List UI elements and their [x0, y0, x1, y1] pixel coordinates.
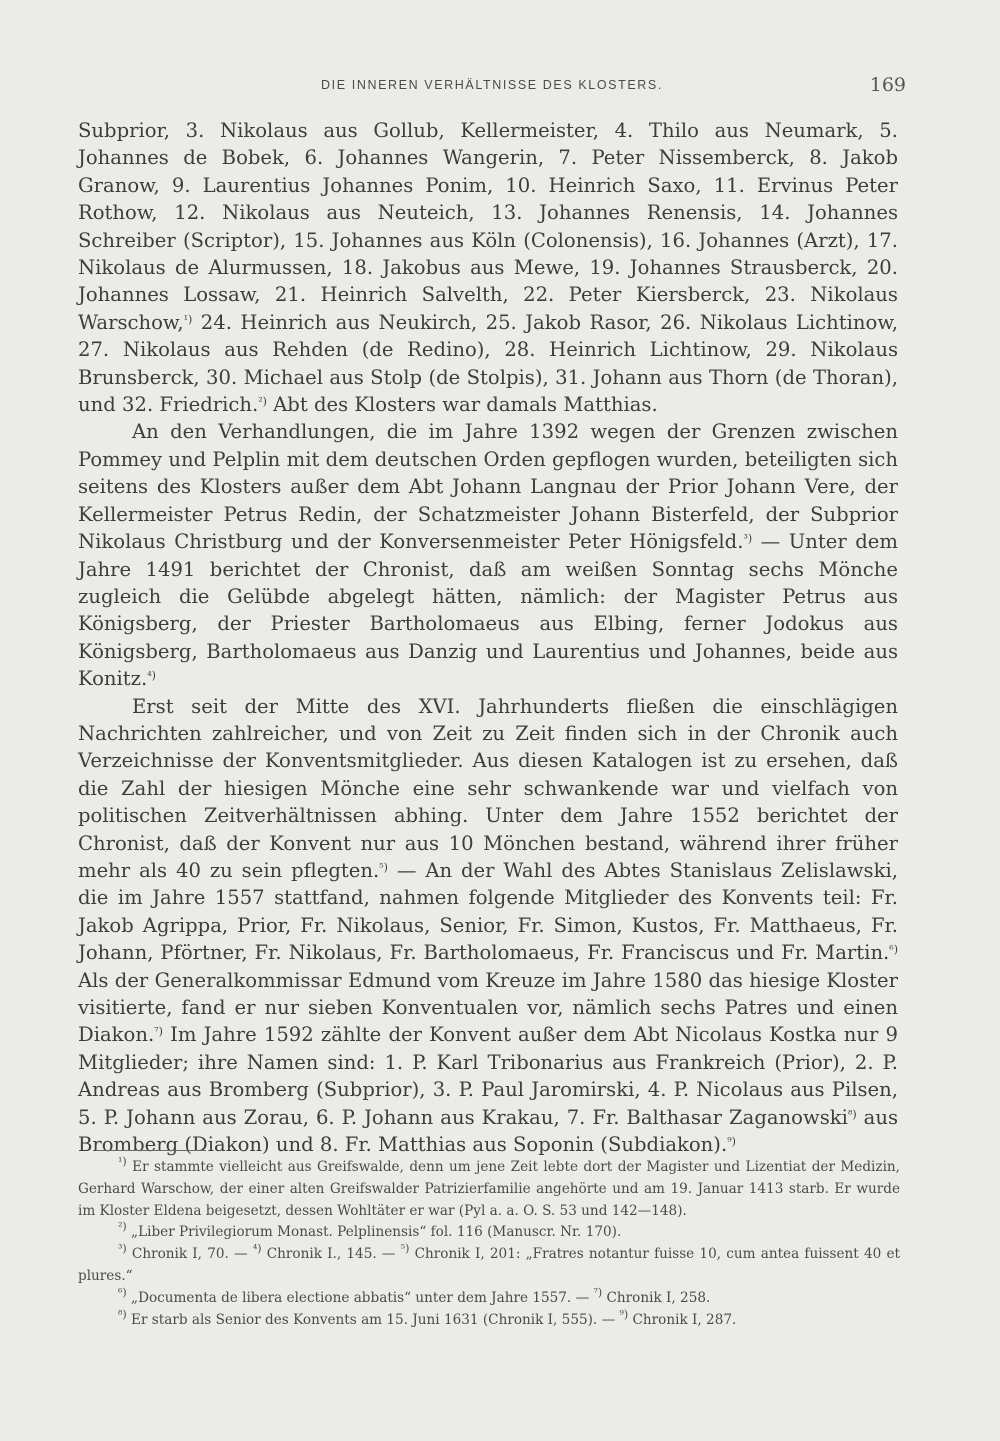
footnote-text: Chronik I, 258. [606, 1289, 711, 1306]
footnote-divider [96, 1150, 206, 1151]
footnote-marker: ³) [743, 532, 753, 546]
footnote-text: „Liber Privilegiorum Monast. Pelplinensis“ fol. 116 (Manuscr. Nr. 170). [131, 1224, 622, 1241]
footnote-text: Chronik I, 287. [632, 1311, 737, 1328]
footnote-marker: ⁶) [889, 943, 898, 957]
running-title: DIE INNEREN VERHÄLTNISSE DES KLOSTERS. [321, 78, 663, 92]
text-segment: Erst seit der Mitte des XVI. Jahrhunderts fließen die einschlägigen Nachrichten zahlreicher, und von Zeit zu Zeit finden sich in der Chronik auch Verzeichnisse der Konventsmitglieder. Aus diesen Katalogen ist zu ersehen, daß die Zahl der hiesigen Mönche eine sehr schwankende war und vielfach von politischen Zeitverhältnissen abhing. Unter dem Jahre 1552 berichtet der Chronist, daß der Konvent nur aus 10 Mönchen bestand, während ihrer früher mehr als 40 zu sein pflegten. [78, 694, 898, 882]
footnote-text: Chronik I., 145. — [266, 1246, 396, 1263]
page-header [78, 72, 906, 102]
page-number: 169 [869, 74, 906, 96]
footnote-text: Chronik I, 201: „Fratres notantur fuisse 10, cum antea fuissent 40 et plures.“ [78, 1246, 900, 1284]
footnote-marker: ⁷) [593, 1285, 603, 1299]
footnotes [78, 1157, 900, 1331]
footnote-text: Chronik I, 70. — [131, 1246, 248, 1263]
footnote-marker: ⁷) [154, 1025, 163, 1039]
footnote-marker: ²) [258, 395, 267, 409]
footnote-marker: ⁸) [118, 1307, 127, 1321]
footnote-marker: ⁵) [379, 860, 388, 874]
paragraph [78, 418, 898, 692]
footnote-text: Er stammte vielleicht aus Greifswalde, denn um jene Zeit lebte dort der Magister und Lizentiat der Medizin, Gerhard Warschow, der einer alten Greifswalder Patrizierfamilie angehörte und am 19. Januar 1413 starb. Er wurde im Kloster Eldena beigesetzt, dessen Wohltäter er war (Pyl a. a. O. S. 53 und 142—148). [78, 1159, 900, 1219]
text-segment: Subprior, 3. Nikolaus aus Gollub, Kellermeister, 4. Thilo aus Neumark, 5. Johannes de Bobek, 6. Johannes Wangerin, 7. Peter Nissemberck, 8. Jakob Granow, 9. Laurentius Johannes Ponim, 10. Heinrich Saxo, 11. Ervinus Peter Rothow, 12. Nikolaus aus Neuteich, 13. Johannes Renensis, 14. Johannes Schreiber (Scriptor), 15. Johannes aus Köln (Colonensis), 16. Johannes (Arzt), 17. Nikolaus de Alurmussen, 18. Jakobus aus Mewe, 19. Johannes Strausberck, 20. Johannes Lossaw, 21. Heinrich Salvelth, 22. Peter Kiersberck, 23. Nikolaus Warschow, [78, 119, 898, 334]
footnote-marker: ⁴) [147, 669, 156, 683]
text-segment: aus Bromberg (Diakon) und 8. Fr. Matthias aus Soponin (Subdiakon). [78, 1105, 898, 1157]
text-segment: Im Jahre 1592 zählte der Konvent außer dem Abt Nicolaus Kostka nur 9 Mitglieder; ihre Namen sind: 1. P. Karl Tribonarius aus Frankreich (Prior), 2. P. Andreas aus Bromberg (Subprior), 3. P. Paul Jaromirski, 4. P. Nicolaus aus Pilsen, 5. P. Johann aus Zorau, 6. P. Johann aus Krakau, 7. Fr. Balthasar Zaganowski [78, 1023, 898, 1129]
footnote [78, 1244, 900, 1288]
footnote-marker: ¹) [118, 1155, 127, 1168]
footnote [78, 1222, 900, 1244]
text-segment: Als der Generalkommissar Edmund vom Kreuze im Jahre 1580 das hiesige Kloster visitierte, fand er nur sieben Konventualen vor, nämlich sechs Patres und einen Diakon. [78, 968, 898, 1047]
footnote-marker: ⁸) [847, 1107, 857, 1121]
footnote [78, 1307, 900, 1332]
paragraph [78, 117, 898, 418]
footnote [78, 1285, 900, 1310]
footnote-marker: ⁴) [252, 1242, 262, 1256]
footnote-text: „Documenta de libera electione abbatis“ unter dem Jahre 1557. — [131, 1289, 590, 1306]
footnote-marker: ¹) [183, 312, 193, 326]
text-segment: Abt des Klosters war damals Matthias. [273, 393, 658, 417]
footnote-marker: ⁶) [118, 1285, 127, 1299]
paragraph [78, 693, 898, 1159]
text-segment: — An der Wahl des Abtes Stanislaus Zelislawski, die im Jahre 1557 stattfand, nahmen folgende Mitglieder des Konvents teil: Fr. Jakob Agrippa, Prior, Fr. Nikolaus, Senior, Fr. Simon, Kustos, Fr. Matthaeus, Fr. Johann, Pförtner, Fr. Nikolaus, Fr. Bartholomaeus, Fr. Franciscus und Fr. Martin. [78, 858, 898, 965]
text-segment: An den Verhandlungen, die im Jahre 1392 wegen der Grenzen zwischen Pommey und Pelplin mit dem deutschen Orden gepflogen wurden, beteiligten sich seitens des Klosters außer dem Abt Johann Langnau der Prior Johann Vere, der Kellermeister Petrus Redin, der Schatzmeister Johann Bisterfeld, der Subprior Nikolaus Christburg und der Konversenmeister Peter Hönigsfeld. [78, 420, 898, 554]
footnote-marker: ⁹) [619, 1307, 629, 1321]
main-text [78, 117, 898, 1158]
text-segment: — Unter dem Jahre 1491 berichtet der Chronist, daß am weißen Sonntag sechs Mönche zugleich die Gelübde abgelegt hätten, nämlich: der Magister Petrus aus Königsberg, der Priester Bartholomaeus aus Elbing, ferner Jodokus aus Königsberg, Bartholomaeus aus Danzig und Laurentius und Johannes, beide aus Konitz. [78, 530, 898, 691]
footnote-marker: ⁹) [727, 1135, 736, 1149]
footnote [78, 1157, 900, 1222]
footnote-marker: ²) [118, 1220, 127, 1234]
text-segment: 24. Heinrich aus Neukirch, 25. Jakob Rasor, 26. Nikolaus Lichtinow, 27. Nikolaus aus Rehden (de Redino), 28. Heinrich Lichtinow, 29. Nikolaus Brunsberck, 30. Michael aus Stolp (de Stolpis), 31. Johann aus Thorn (de Thoran), und 32. Friedrich. [78, 310, 898, 417]
footnote-marker: ³) [118, 1242, 127, 1256]
footnote-text: Er starb als Senior des Konvents am 15. Juni 1631 (Chronik I, 555). — [131, 1311, 616, 1328]
footnote-marker: ⁵) [400, 1242, 410, 1256]
